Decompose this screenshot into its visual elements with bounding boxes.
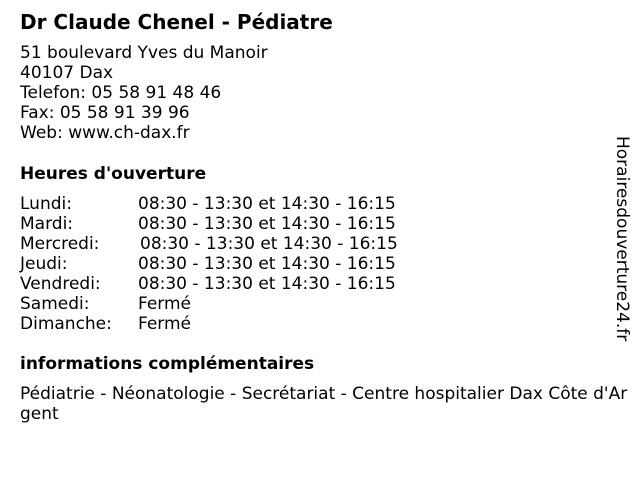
- info-heading: informations complémentaires: [20, 354, 315, 374]
- website: Web: www.ch-dax.fr: [20, 123, 190, 143]
- page-title: Dr Claude Chenel - Pédiatre: [20, 10, 333, 34]
- hours-time: 08:30 - 13:30 et 14:30 - 16:15: [138, 214, 396, 234]
- phone-number: Telefon: 05 58 91 48 46: [20, 83, 222, 103]
- contact-block: [20, 43, 268, 143]
- hours-day: Jeudi:: [20, 254, 68, 274]
- hours-day: Lundi:: [20, 194, 72, 214]
- hours-heading: Heures d'ouverture: [20, 164, 207, 184]
- hours-time: 08:30 - 13:30 et 14:30 - 16:15: [138, 274, 396, 294]
- site-watermark: Horairesdouverture24.fr: [612, 136, 632, 342]
- hours-day: Mardi:: [20, 214, 74, 234]
- address-street: 51 boulevard Yves du Manoir: [20, 43, 268, 63]
- hours-time: 08:30 - 13:30 et 14:30 - 16:15: [138, 254, 396, 274]
- hours-day: Mercredi:: [20, 234, 100, 254]
- info-text: Pédiatrie - Néonatologie - Secrétariat - Centre hospitalier Dax Côte d'Argent: [20, 384, 628, 424]
- fax-number: Fax: 05 58 91 39 96: [20, 103, 190, 123]
- hours-day: Vendredi:: [20, 274, 101, 294]
- hours-time: Fermé: [138, 294, 192, 314]
- hours-time: 08:30 - 13:30 et 14:30 - 16:15: [138, 194, 396, 214]
- hours-time: Fermé: [138, 314, 192, 334]
- address-city: 40107 Dax: [20, 63, 114, 83]
- hours-time: 08:30 - 13:30 et 14:30 - 16:15: [140, 234, 398, 254]
- hours-day: Samedi:: [20, 294, 90, 314]
- hours-day: Dimanche:: [20, 314, 112, 334]
